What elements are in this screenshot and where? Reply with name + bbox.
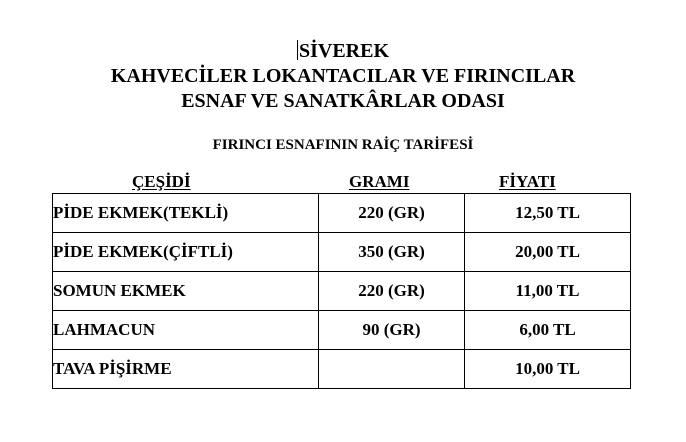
cell-weight: 220 (GR) xyxy=(319,194,465,233)
header-line-association: ESNAF VE SANATKÂRLAR ODASI xyxy=(181,90,505,112)
column-header-weight: GRAMI xyxy=(349,172,410,191)
table-row xyxy=(53,233,631,272)
header-line-chamber: KAHVECİLER LOKANTACILAR VE FIRINCILAR xyxy=(110,65,576,87)
cell-type: PİDE EKMEK(TEKLİ) xyxy=(53,194,319,233)
cell-type: SOMUN EKMEK xyxy=(53,272,319,311)
header-city-text: SİVEREK xyxy=(298,40,390,62)
cell-price: 10,00 TL xyxy=(465,350,631,389)
table-row xyxy=(53,311,631,350)
text-cursor xyxy=(297,40,298,60)
price-table xyxy=(52,193,631,389)
table-row xyxy=(53,194,631,233)
cell-weight xyxy=(319,350,465,389)
table-row xyxy=(53,350,631,389)
cell-price: 20,00 TL xyxy=(465,233,631,272)
cell-weight: 220 (GR) xyxy=(319,272,465,311)
cell-price: 11,00 TL xyxy=(465,272,631,311)
header-line-city xyxy=(0,39,686,63)
table-row xyxy=(53,272,631,311)
cell-price: 6,00 TL xyxy=(465,311,631,350)
column-header-price: FİYATI xyxy=(499,172,556,191)
cell-type: LAHMACUN xyxy=(53,311,319,350)
cell-weight: 350 (GR) xyxy=(319,233,465,272)
cell-type: PİDE EKMEK(ÇİFTLİ) xyxy=(53,233,319,272)
cell-price: 12,50 TL xyxy=(465,194,631,233)
tariff-title: FIRINCI ESNAFININ RAİÇ TARİFESİ xyxy=(212,137,474,153)
cell-type: TAVA PİŞİRME xyxy=(53,350,319,389)
column-header-type: ÇEŞİDİ xyxy=(132,172,191,191)
cell-weight: 90 (GR) xyxy=(319,311,465,350)
